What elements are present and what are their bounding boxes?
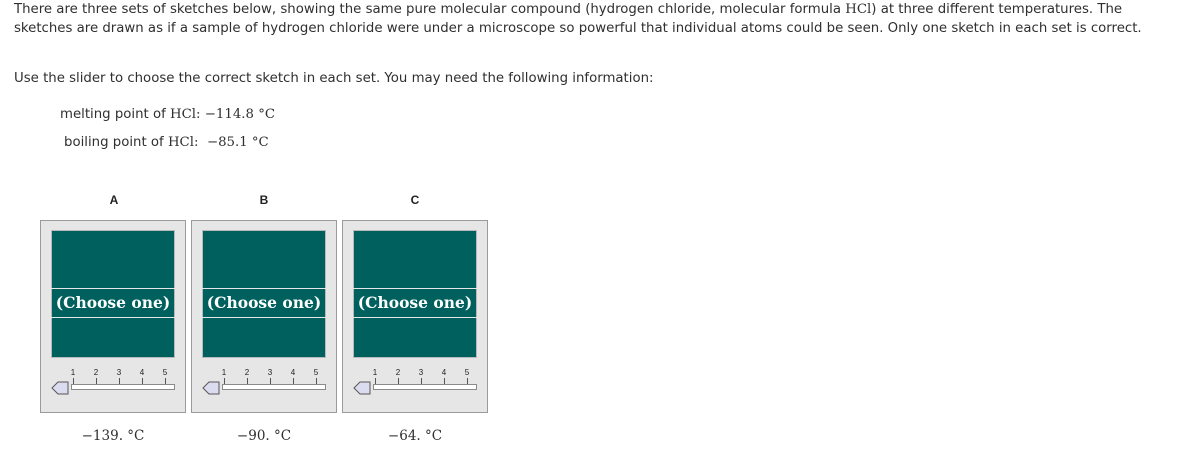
melting-point-label: melting point of (60, 107, 166, 122)
set-c-choose-label: (Choose one) (351, 288, 479, 318)
set-a-choose-label: (Choose one) (49, 288, 177, 318)
problem-description (14, 0, 1184, 38)
intro-text-1: There are three sets of sketches below, showing the same pure molecular compound (hydrogen chloride, molecular formula (14, 2, 846, 17)
intro-text-2: ) at three different temperatures. The sketches are drawn as if a sample of hydrogen chloride were under a microscope so powerful that individual atoms could be seen. Only one sketch in each set is correct. (14, 2, 1142, 36)
set-a-slider-track[interactable] (71, 384, 175, 390)
instruction-text: Use the slider to choose the correct sketch in each set. You may need the following information: (14, 71, 654, 86)
set-a-label: A (109, 193, 119, 207)
tick-4: 4 (287, 368, 299, 384)
tick-1: 1 (218, 368, 230, 384)
set-a-slider-thumb[interactable] (51, 381, 69, 395)
tick-5: 5 (310, 368, 322, 384)
set-c-temperature: −64. °C (387, 428, 443, 444)
set-a-panel (40, 220, 186, 413)
tick-1: 1 (369, 368, 381, 384)
set-c-slider-thumb[interactable] (353, 381, 371, 395)
boiling-point-formula: HCl: (167, 135, 199, 150)
intro-formula: HCl (845, 2, 872, 17)
melting-point-formula: HCl: (170, 107, 201, 122)
set-b-sketch[interactable] (202, 230, 326, 358)
tick-2: 2 (90, 368, 102, 384)
tick-4: 4 (438, 368, 450, 384)
tick-3: 3 (415, 368, 427, 384)
set-b-slider-thumb[interactable] (202, 381, 220, 395)
boiling-point-line (64, 135, 269, 150)
tick-2: 2 (241, 368, 253, 384)
set-b-panel (191, 220, 337, 413)
set-b-label: B (259, 193, 269, 207)
set-a-temperature: −139. °C (81, 428, 145, 444)
set-b-slider-track[interactable] (222, 384, 326, 390)
tick-1: 1 (67, 368, 79, 384)
tick-3: 3 (264, 368, 276, 384)
set-c-sketch[interactable] (353, 230, 477, 358)
set-b-temperature: −90. °C (236, 428, 292, 444)
tick-4: 4 (136, 368, 148, 384)
set-a-sketch[interactable] (51, 230, 175, 358)
set-c-slider-track[interactable] (373, 384, 477, 390)
tick-2: 2 (392, 368, 404, 384)
melting-point-line (60, 107, 275, 122)
boiling-point-label: boiling point of (64, 135, 164, 150)
melting-point-value: −114.8 °C (204, 107, 276, 122)
set-c-panel (342, 220, 488, 413)
boiling-point-value: −85.1 °C (206, 135, 269, 150)
set-c-label: C (410, 193, 420, 207)
tick-5: 5 (461, 368, 473, 384)
tick-3: 3 (113, 368, 125, 384)
set-b-choose-label: (Choose one) (200, 288, 328, 318)
tick-5: 5 (159, 368, 171, 384)
